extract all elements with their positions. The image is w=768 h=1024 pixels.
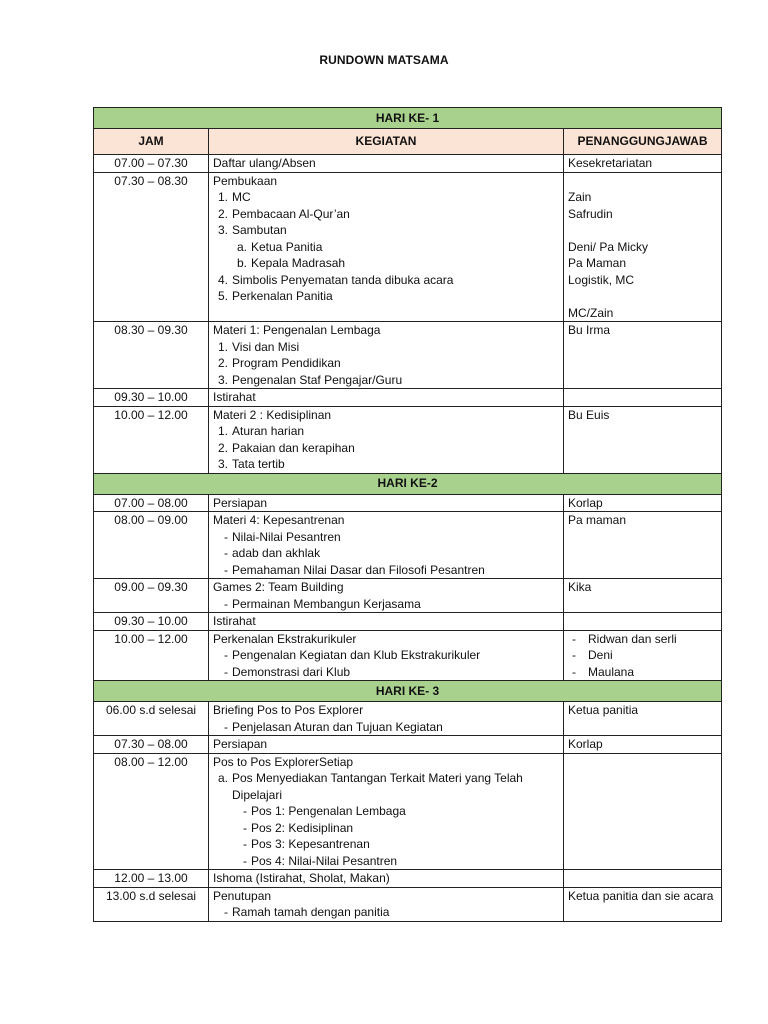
activity-title: Pembukaan xyxy=(213,173,278,188)
responsible-cell xyxy=(564,887,722,921)
activity-cell xyxy=(209,172,564,322)
activity-items xyxy=(213,596,559,613)
item-text: Visi dan Misi xyxy=(232,339,300,354)
responsible-line xyxy=(568,173,717,190)
item-marker: 2. xyxy=(217,206,228,221)
item-marker: - xyxy=(224,664,228,679)
activity-item xyxy=(213,529,559,546)
schedule-row xyxy=(94,630,722,681)
responsible-cell xyxy=(564,406,722,473)
activity-item xyxy=(213,372,559,389)
item-marker: - xyxy=(572,664,576,679)
activity-item xyxy=(213,904,559,921)
schedule-row xyxy=(94,736,722,754)
activity-item xyxy=(213,456,559,473)
responsible-line xyxy=(568,754,717,771)
responsible-line xyxy=(568,870,717,887)
activity-items xyxy=(213,529,559,579)
responsible-cell xyxy=(564,870,722,888)
time-cell: 06.00 s.d selesai xyxy=(94,702,209,736)
item-marker: 3. xyxy=(217,223,228,237)
item-text: Aturan harian xyxy=(232,424,305,438)
activity-title: Materi 4: Kepesantrenan xyxy=(213,513,345,527)
time-cell: 08.00 – 12.00 xyxy=(94,753,209,870)
activity-title: Materi 2 : Kedisiplinan xyxy=(213,407,332,422)
activity-item xyxy=(213,562,559,579)
activity-item xyxy=(213,719,559,736)
item-marker: - xyxy=(243,837,247,851)
activity-item xyxy=(213,545,559,562)
activity-item xyxy=(213,339,559,356)
item-text: Maulana xyxy=(588,664,635,679)
activity-title: Istirahat xyxy=(213,390,256,404)
activity-cell xyxy=(209,630,564,681)
responsible-cell xyxy=(564,512,722,579)
item-marker: 3. xyxy=(217,457,228,471)
time-cell: 10.00 – 12.00 xyxy=(94,630,209,681)
schedule-row xyxy=(94,613,722,631)
responsible-cell xyxy=(564,613,722,631)
activity-item xyxy=(213,222,559,239)
activity-items xyxy=(213,647,559,680)
item-text: Penjelasan Aturan dan Tujuan Kegiatan xyxy=(232,719,443,734)
responsible-line: Bu Irma xyxy=(568,323,611,337)
activity-cell xyxy=(209,155,564,173)
item-marker: - xyxy=(224,905,228,919)
activity-items xyxy=(213,189,559,305)
responsible-line: Kesekretariatan xyxy=(568,156,653,170)
responsible-line: Pa Maman xyxy=(568,256,627,270)
responsible-cell xyxy=(564,736,722,754)
item-text: Demonstrasi dari Klub xyxy=(232,664,351,679)
item-text: Pakaian dan kerapihan xyxy=(232,440,355,455)
item-marker: 1. xyxy=(217,424,228,438)
item-marker: - xyxy=(224,719,228,734)
item-text: Program Pendidikan xyxy=(232,356,341,370)
item-text: Perkenalan Panitia xyxy=(232,289,333,303)
item-marker: - xyxy=(243,804,247,818)
column-header-row xyxy=(94,129,722,155)
activity-item xyxy=(213,423,559,440)
time-cell: 07.00 – 07.30 xyxy=(94,155,209,173)
responsible-dash-list xyxy=(568,647,717,664)
responsible-dash-item xyxy=(568,647,717,664)
activity-cell xyxy=(209,870,564,888)
schedule-row xyxy=(94,870,722,888)
responsible-cell xyxy=(564,389,722,407)
document-title: RUNDOWN MATSAMA xyxy=(319,53,449,67)
time-cell: 13.00 s.d selesai xyxy=(94,887,209,921)
activity-cell xyxy=(209,389,564,407)
schedule-row xyxy=(94,702,722,736)
item-marker: - xyxy=(224,529,228,544)
responsible-line xyxy=(568,664,717,681)
activity-item xyxy=(213,355,559,372)
responsible-line xyxy=(568,613,717,630)
activity-cell xyxy=(209,753,564,870)
activity-cell xyxy=(209,736,564,754)
item-text: Pos 1: Pengenalan Lembaga xyxy=(251,804,406,818)
item-text: Deni xyxy=(588,648,613,662)
responsible-line: Pa maman xyxy=(568,513,627,527)
item-text: Pos 3: Kepesantrenan xyxy=(251,837,370,851)
activity-item xyxy=(213,596,559,613)
schedule-row xyxy=(94,753,722,870)
responsible-cell xyxy=(564,753,722,870)
item-marker: - xyxy=(243,853,247,868)
responsible-line xyxy=(568,647,717,664)
activity-item xyxy=(213,206,559,223)
item-text: Nilai-Nilai Pesantren xyxy=(232,529,341,544)
responsible-cell xyxy=(564,702,722,736)
item-marker: b. xyxy=(236,256,247,270)
activity-title: Persiapan xyxy=(213,737,268,751)
responsible-line xyxy=(568,389,717,406)
responsible-line: Zain xyxy=(568,190,592,204)
activity-items xyxy=(213,719,559,736)
activity-title: Ishoma (Istirahat, Sholat, Makan) xyxy=(213,871,390,885)
responsible-line: MC/Zain xyxy=(568,305,614,320)
responsible-line: Logistik, MC xyxy=(568,272,635,287)
responsible-cell xyxy=(564,630,722,681)
activity-items xyxy=(213,423,559,473)
day-header-row xyxy=(94,473,722,494)
item-marker: 2. xyxy=(217,440,228,455)
schedule-row xyxy=(94,155,722,173)
responsible-cell xyxy=(564,155,722,173)
item-text: Ramah tamah dengan panitia xyxy=(232,905,390,919)
schedule-row xyxy=(94,406,722,473)
item-text: Kepala Madrasah xyxy=(251,256,346,270)
activity-title: Persiapan xyxy=(213,495,268,510)
responsible-line: Korlap xyxy=(568,737,603,751)
rundown-table-body xyxy=(94,108,722,922)
schedule-row xyxy=(94,322,722,389)
activity-items xyxy=(213,770,559,869)
item-marker: a. xyxy=(236,239,247,254)
responsible-line: Deni/ Pa Micky xyxy=(568,239,649,254)
time-cell: 09.30 – 10.00 xyxy=(94,389,209,407)
responsible-line xyxy=(568,288,717,305)
activity-cell xyxy=(209,579,564,613)
item-marker: 3. xyxy=(217,372,228,387)
responsible-line: Korlap xyxy=(568,495,603,510)
day-label: HARI KE-2 xyxy=(94,473,722,494)
time-cell: 07.30 – 08.00 xyxy=(94,736,209,754)
activity-items xyxy=(213,339,559,389)
item-marker: - xyxy=(224,562,228,577)
activity-title: Penutupan xyxy=(213,888,272,903)
responsible-dash-item xyxy=(568,664,717,681)
schedule-row xyxy=(94,172,722,322)
item-marker: - xyxy=(243,820,247,835)
responsible-cell xyxy=(564,494,722,512)
schedule-row xyxy=(94,887,722,921)
time-cell: 07.30 – 08.30 xyxy=(94,172,209,322)
activity-item xyxy=(213,255,559,272)
activity-title: Briefing Pos to Pos Explorer xyxy=(213,703,364,717)
activity-cell xyxy=(209,613,564,631)
activity-item xyxy=(213,664,559,681)
item-marker: a. xyxy=(217,771,228,785)
activity-title: Games 2: Team Building xyxy=(213,580,344,594)
item-text: MC xyxy=(232,190,251,204)
day-header-row xyxy=(94,681,722,702)
item-text: Pengenalan Kegiatan dan Klub Ekstrakurikuler xyxy=(232,648,481,662)
activity-title: Materi 1: Pengenalan Lembaga xyxy=(213,323,381,337)
activity-item xyxy=(213,836,559,853)
time-cell: 09.30 – 10.00 xyxy=(94,613,209,631)
item-text: Ridwan dan serli xyxy=(588,631,677,646)
activity-item xyxy=(213,770,559,803)
item-marker: - xyxy=(572,648,576,662)
responsible-cell xyxy=(564,322,722,389)
activity-item xyxy=(213,272,559,289)
column-header-penanggungjawab: PENANGGUNGJAWAB xyxy=(564,129,722,155)
responsible-line: Bu Euis xyxy=(568,407,610,422)
time-cell: 08.00 – 09.00 xyxy=(94,512,209,579)
responsible-cell xyxy=(564,579,722,613)
item-marker: - xyxy=(224,596,228,611)
item-marker: - xyxy=(224,546,228,560)
responsible-line xyxy=(568,222,717,239)
schedule-row xyxy=(94,494,722,512)
item-text: Simbolis Penyematan tanda dibuka acara xyxy=(232,272,454,287)
item-marker: 1. xyxy=(217,190,228,204)
schedule-row xyxy=(94,579,722,613)
item-text: adab dan akhlak xyxy=(232,546,321,560)
activity-cell xyxy=(209,702,564,736)
item-marker: 2. xyxy=(217,356,228,370)
item-text: Pengenalan Staf Pengajar/Guru xyxy=(232,372,403,387)
activity-item xyxy=(213,288,559,305)
activity-item xyxy=(213,647,559,664)
item-text: Permainan Membangun Kerjasama xyxy=(232,596,421,611)
activity-cell xyxy=(209,494,564,512)
item-text: Pemahaman Nilai Dasar dan Filosofi Pesantren xyxy=(232,562,485,577)
time-cell: 12.00 – 13.00 xyxy=(94,870,209,888)
schedule-row xyxy=(94,389,722,407)
item-marker: - xyxy=(572,631,576,646)
item-text: Tata tertib xyxy=(232,457,285,471)
activity-item xyxy=(213,803,559,820)
item-text: Ketua Panitia xyxy=(251,239,323,254)
item-text: Pos 2: Kedisiplinan xyxy=(251,820,354,835)
activity-item xyxy=(213,189,559,206)
item-text: Pos Menyediakan Tantangan Terkait Materi yang Telah Dipelajari xyxy=(232,771,523,802)
item-marker: - xyxy=(224,648,228,662)
responsible-line xyxy=(568,631,717,648)
activity-cell xyxy=(209,887,564,921)
time-cell: 07.00 – 08.00 xyxy=(94,494,209,512)
time-cell: 10.00 – 12.00 xyxy=(94,406,209,473)
item-marker: 5. xyxy=(217,289,228,303)
activity-item xyxy=(213,239,559,256)
item-text: Sambutan xyxy=(232,223,287,237)
item-marker: 1. xyxy=(217,339,228,354)
day-header-row xyxy=(94,108,722,129)
activity-item xyxy=(213,820,559,837)
day-label: HARI KE- 3 xyxy=(94,681,722,702)
rundown-table xyxy=(93,107,722,922)
responsible-line: Ketua panitia xyxy=(568,703,639,717)
responsible-cell xyxy=(564,172,722,322)
item-text: Pembacaan Al-Qur’an xyxy=(232,206,350,221)
responsible-dash-list xyxy=(568,664,717,681)
activity-title: Istirahat xyxy=(213,614,256,628)
activity-cell xyxy=(209,322,564,389)
responsible-line: Ketua panitia dan sie acara xyxy=(568,888,714,903)
activity-title: Daftar ulang/Absen xyxy=(213,156,316,170)
responsible-dash-item xyxy=(568,631,717,648)
responsible-line: Safrudin xyxy=(568,206,613,221)
column-header-kegiatan: KEGIATAN xyxy=(209,129,564,155)
activity-items xyxy=(213,904,559,921)
responsible-line: Kika xyxy=(568,580,592,594)
item-marker: 4. xyxy=(217,272,228,287)
activity-item xyxy=(213,440,559,457)
schedule-row xyxy=(94,512,722,579)
column-header-jam: JAM xyxy=(94,129,209,155)
activity-title: Perkenalan Ekstrakurikuler xyxy=(213,631,357,646)
activity-cell xyxy=(209,406,564,473)
activity-title: Pos to Pos ExplorerSetiap xyxy=(213,754,354,769)
time-cell: 09.00 – 09.30 xyxy=(94,579,209,613)
day-label: HARI KE- 1 xyxy=(94,108,722,129)
item-text: Pos 4: Nilai-Nilai Pesantren xyxy=(251,853,398,868)
activity-item xyxy=(213,853,559,870)
activity-cell xyxy=(209,512,564,579)
time-cell: 08.30 – 09.30 xyxy=(94,322,209,389)
responsible-dash-list xyxy=(568,631,717,648)
